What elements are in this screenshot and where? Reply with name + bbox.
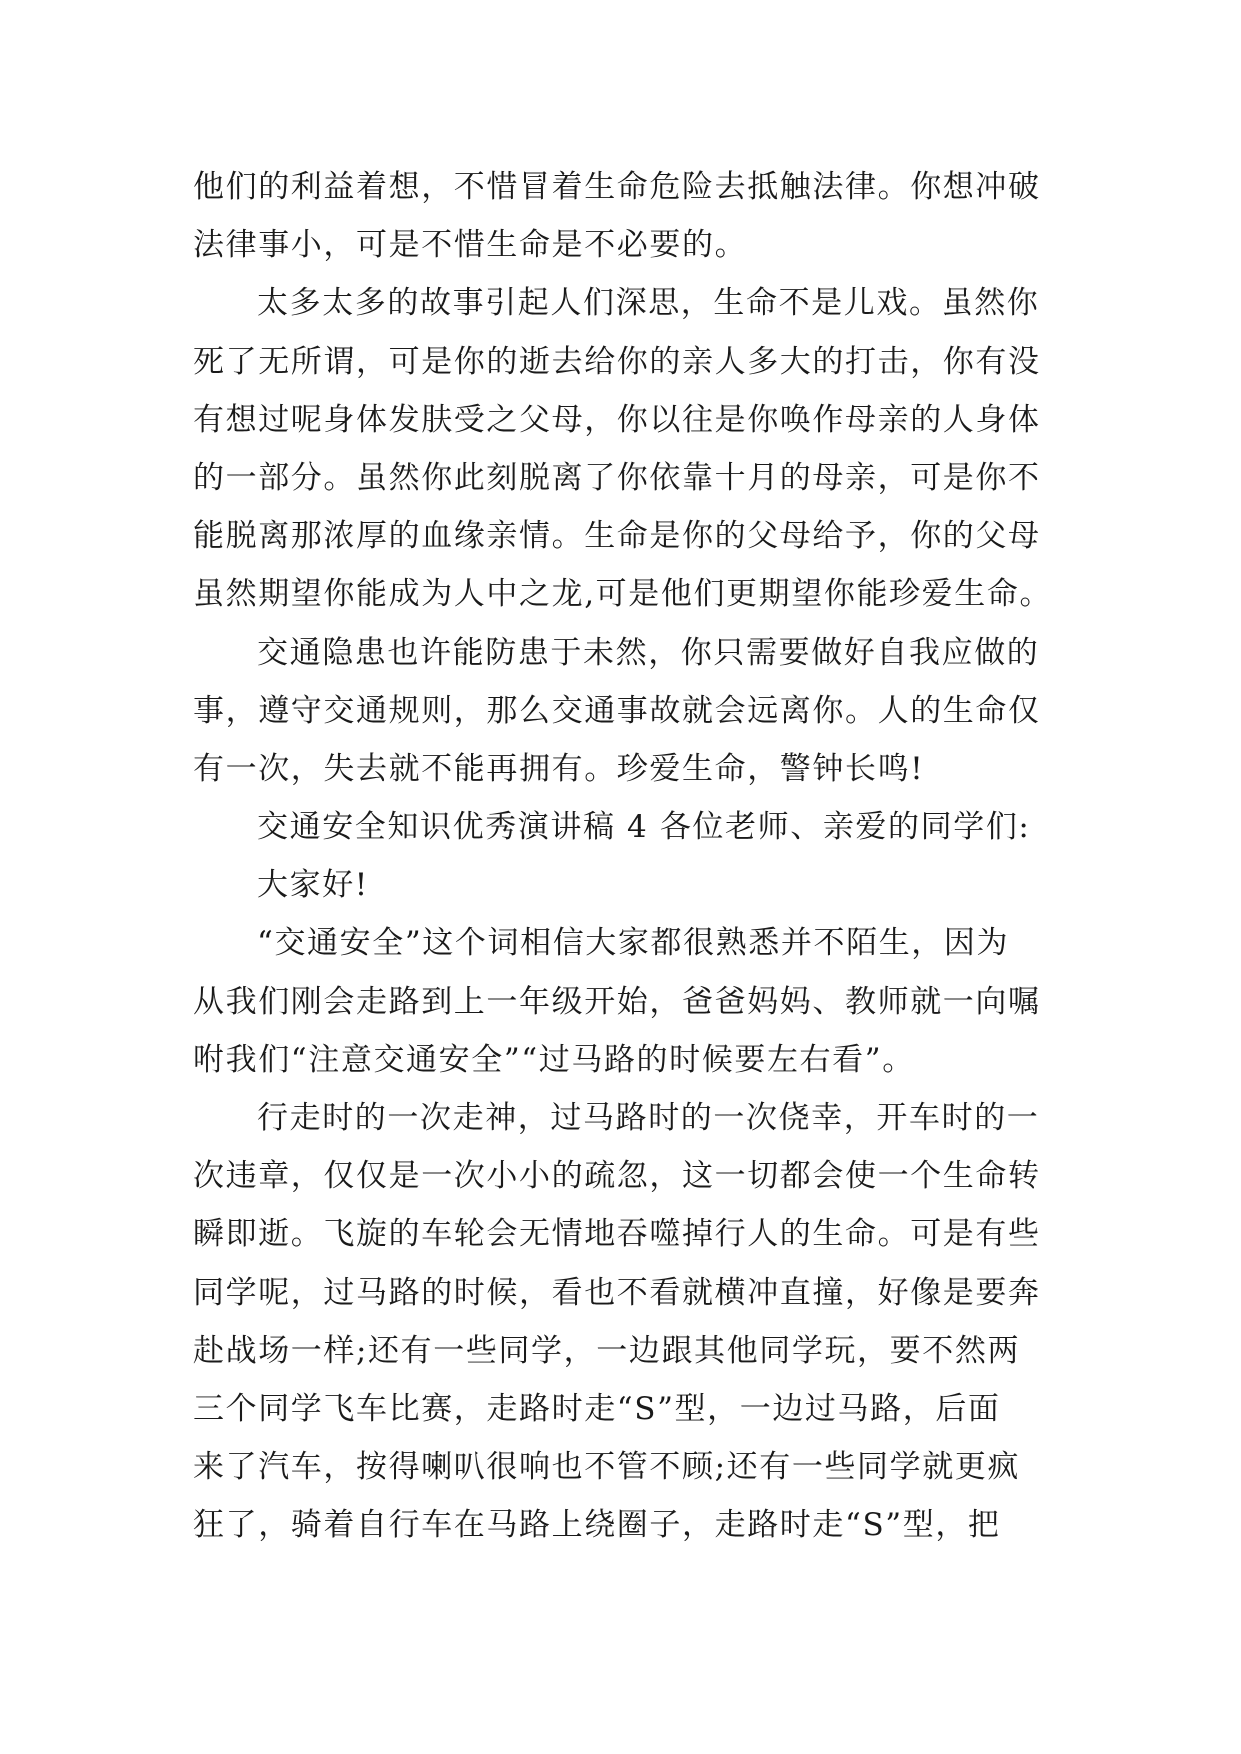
text-line: 次违章，仅仅是一次小小的疏忽，这一切都会使一个生命转 — [193, 1158, 1041, 1195]
text-line: 来了汽车，按得喇叭很响也不管不顾;还有一些同学就更疯 — [193, 1449, 1021, 1486]
text-line: 大家好! — [257, 867, 369, 904]
text-line: “交通安全”这个词相信大家都很熟悉并不陌生，因为 — [257, 925, 1010, 962]
text-line: 事，遵守交通规则，那么交通事故就会远离你。人的生命仅 — [193, 692, 1041, 729]
text-line: 死了无所谓，可是你的逝去给你的亲人多大的打击，你有没 — [193, 343, 1041, 380]
text-line: 的一部分。虽然你此刻脱离了你依靠十月的母亲，可是你不 — [193, 459, 1041, 496]
text-line: 太多太多的故事引起人们深思，生命不是儿戏。虽然你 — [257, 285, 1040, 322]
text-line: 从我们刚会走路到上一年级开始，爸爸妈妈、教师就一向嘱 — [193, 983, 1041, 1020]
text-line: 咐我们“注意交通安全”“过马路的时候要左右看”。 — [193, 1041, 915, 1078]
text-line: 交通安全知识优秀演讲稿 4 各位老师、亲爱的同学们: — [257, 809, 1031, 846]
text-line: 虽然期望你能成为人中之龙,可是他们更期望你能珍爱生命。 — [193, 576, 1053, 613]
text-line: 行走时的一次走神，过马路时的一次侥幸，开车时的一 — [257, 1100, 1040, 1136]
text-line: 有想过呢身体发肤受之父母，你以往是你唤作母亲的人身体 — [193, 401, 1041, 438]
text-line: 瞬即逝。飞旋的车轮会无情地吞噬掉行人的生命。可是有些 — [193, 1216, 1041, 1253]
text-line: 同学呢，过马路的时候，看也不看就横冲直撞，好像是要奔 — [193, 1274, 1041, 1311]
text-line: 有一次，失去就不能再拥有。珍爱生命，警钟长鸣! — [193, 750, 925, 787]
text-line: 法律事小，可是不惜生命是不必要的。 — [193, 227, 748, 264]
text-line: 交通隐患也许能防患于未然，你只需要做好自我应做的 — [257, 634, 1040, 671]
text-line: 赴战场一样;还有一些同学，一边跟其他同学玩，要不然两 — [193, 1332, 1021, 1369]
text-line: 他们的利益着想，不惜冒着生命危险去抵触法律。你想冲破 — [193, 169, 1041, 205]
text-line: 三个同学飞车比赛，走路时走“S”型，一边过马路，后面 — [193, 1390, 1001, 1427]
text-line: 狂了，骑着自行车在马路上绕圈子，走路时走“S”型，把 — [193, 1507, 1001, 1544]
text-line: 能脱离那浓厚的血缘亲情。生命是你的父母给予，你的父母 — [193, 518, 1041, 555]
document-body — [193, 158, 1053, 1555]
